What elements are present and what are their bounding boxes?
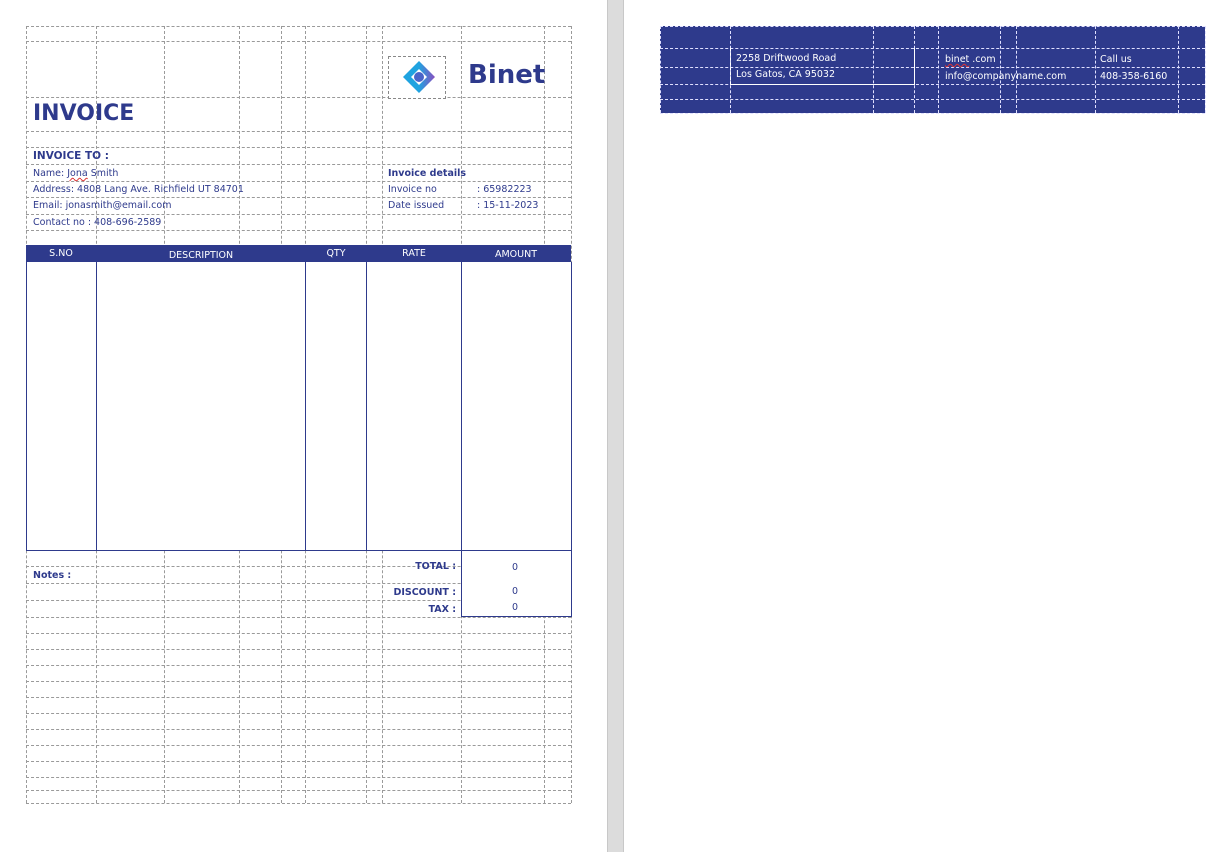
grid-line: [26, 214, 571, 215]
client-email[interactable]: Email: jonasmith@email.com: [33, 200, 172, 211]
page-title: INVOICE: [33, 101, 135, 126]
grid-line: [26, 230, 571, 231]
grid-line: [26, 197, 571, 198]
footer-call-label: Call us: [1100, 54, 1132, 65]
grid-line: [1178, 26, 1179, 113]
discount-cell[interactable]: [461, 583, 572, 601]
discount-label: DISCOUNT :: [393, 587, 456, 598]
col-divider: [305, 245, 306, 551]
grid-line: [660, 26, 1205, 27]
grid-line: [1095, 26, 1096, 113]
grid-line: [26, 681, 571, 682]
website-tld: .com: [969, 54, 996, 65]
col-sno[interactable]: S.NO: [49, 248, 73, 259]
grid-line: [1000, 26, 1001, 113]
grid-line: [26, 164, 571, 165]
grid-line: [26, 665, 571, 666]
grid-line: [660, 99, 1205, 100]
grid-line: [26, 617, 571, 618]
grid-line: [26, 697, 571, 698]
grid-line: [26, 131, 571, 132]
date-issued-label: Date issued: [388, 200, 445, 211]
col-amount[interactable]: AMOUNT: [494, 249, 538, 260]
col-description[interactable]: DESCRIPTION: [168, 250, 234, 261]
col-divider: [366, 245, 367, 551]
footer-phone[interactable]: 408-358-6160: [1100, 71, 1168, 82]
grid-line: [26, 790, 571, 791]
grid-line: [660, 113, 1205, 114]
name-first: Jona: [67, 168, 88, 179]
client-address[interactable]: Address: 4808 Lang Ave. Richfield UT 84701: [33, 184, 244, 195]
col-rate[interactable]: RATE: [402, 248, 426, 259]
grid-line: [26, 181, 571, 182]
grid-line: [938, 26, 939, 113]
name-label: Name:: [33, 168, 68, 179]
notes-label: Notes :: [33, 570, 72, 581]
grid-line: [26, 26, 571, 27]
footer-address-line1[interactable]: 2258 Driftwood Road: [736, 53, 837, 64]
grid-line: [1016, 26, 1017, 113]
col-qty[interactable]: QTY: [326, 248, 346, 259]
items-table-body[interactable]: [26, 262, 572, 551]
grid-line: [660, 26, 661, 113]
tax-value: 0: [512, 602, 519, 613]
items-table-header: [26, 245, 571, 262]
tax-cell[interactable]: [461, 600, 572, 617]
grid-line: [26, 147, 571, 148]
col-divider: [461, 245, 462, 551]
discount-value: 0: [512, 586, 519, 597]
brand-name: Binet: [468, 60, 546, 90]
invoice-no-label: Invoice no: [388, 184, 437, 195]
grid-line: [26, 713, 571, 714]
tax-label: TAX :: [428, 604, 456, 615]
footer-website[interactable]: [945, 54, 996, 65]
col-divider: [96, 245, 97, 551]
logo: [388, 56, 446, 99]
binet-logo-icon: [389, 57, 445, 98]
date-issued-value[interactable]: : 15-11-2023: [477, 200, 539, 211]
invoice-no-value[interactable]: : 65982223: [477, 184, 532, 195]
invoice-details-label: Invoice details: [388, 168, 467, 179]
grid-line: [26, 745, 571, 746]
website-name: binet: [945, 54, 970, 65]
grid-line: [26, 41, 571, 42]
grid-line: [26, 729, 571, 730]
page-separator: [607, 0, 624, 852]
footer-address-line2[interactable]: Los Gatos, CA 95032: [736, 69, 835, 80]
grid-line: [26, 97, 571, 98]
name-rest: Smith: [87, 168, 119, 179]
total-label: TOTAL :: [415, 561, 456, 572]
client-name[interactable]: [33, 168, 118, 179]
grid-line: [26, 803, 571, 804]
invoice-to-label: INVOICE TO :: [33, 150, 109, 162]
total-value: 0: [512, 562, 519, 573]
grid-line: [26, 633, 571, 634]
grid-line: [26, 761, 571, 762]
grid-line: [26, 777, 571, 778]
client-contact[interactable]: Contact no : 408-696-2589: [33, 217, 162, 228]
grid-line: [1205, 26, 1206, 113]
grid-line: [26, 649, 571, 650]
footer-email[interactable]: info@companyname.com: [945, 71, 1067, 82]
total-cell[interactable]: [461, 550, 572, 585]
